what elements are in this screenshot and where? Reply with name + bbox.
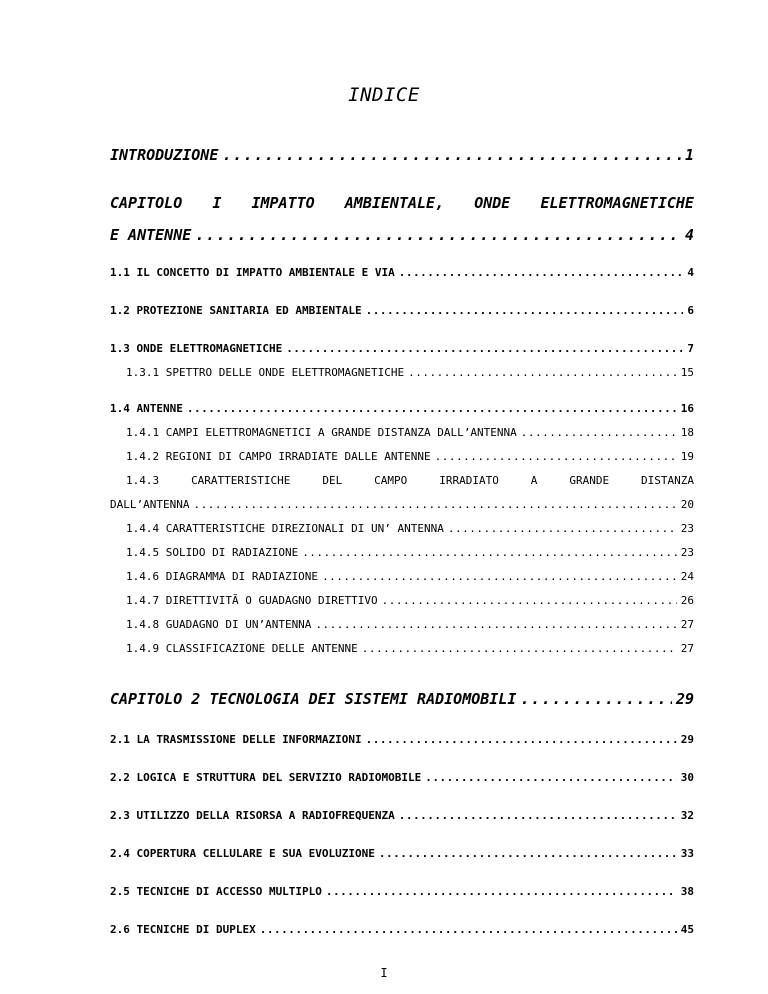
toc-label: 1.4.8 GUADAGNO DI UN’ANTENNA xyxy=(126,618,312,631)
page-title: INDICE xyxy=(348,84,420,106)
toc-label: 2.2 LOGICA E STRUTTURA DEL SERVIZIO RADIOMOBILE xyxy=(110,771,422,784)
toc-word: CARATTERISTICHE xyxy=(191,474,291,487)
toc-page-number: 20 xyxy=(680,498,694,511)
toc-subsection-entry[interactable] xyxy=(126,522,694,535)
toc-label: 1.4.7 DIRETTIVITÃ O GUADAGNO DIRETTIVO xyxy=(126,594,378,607)
toc-page-number: 32 xyxy=(680,809,694,822)
toc-entry-chapter2[interactable] xyxy=(110,690,694,708)
toc-section-entry[interactable] xyxy=(110,402,694,415)
toc-word: AMBIENTALE, xyxy=(344,194,445,212)
toc-page-number: 27 xyxy=(680,618,694,631)
toc-label: 1.2 PROTEZIONE SANITARIA ED AMBIENTALE xyxy=(110,304,362,317)
toc-leader-dots xyxy=(260,923,677,936)
toc-page-number: 29 xyxy=(675,690,694,708)
toc-label: E ANTENNE xyxy=(110,226,192,244)
toc-label: 2.5 TECNICHE DI ACCESSO MULTIPLO xyxy=(110,885,322,898)
toc-label: 2.3 UTILIZZO DELLA RISORSA A RADIOFREQUENZA xyxy=(110,809,395,822)
toc-entry-introduzione[interactable] xyxy=(110,146,694,164)
toc-word: DISTANZA xyxy=(641,474,694,487)
toc-page-number: 4 xyxy=(687,266,694,279)
toc-subsection-entry[interactable] xyxy=(126,618,694,631)
toc-label: 1.4.9 CLASSIFICAZIONE DELLE ANTENNE xyxy=(126,642,358,655)
toc-word: ELETTROMAGNETICHE xyxy=(540,194,694,212)
toc-section-entry[interactable] xyxy=(110,847,694,860)
toc-leader-dots xyxy=(521,426,677,439)
toc-subsection-entry[interactable] xyxy=(126,594,694,607)
toc-word: DEL xyxy=(322,474,343,487)
toc-leader-dots xyxy=(362,642,677,655)
toc-section-entry[interactable] xyxy=(110,304,694,317)
toc-leader-dots xyxy=(315,618,676,631)
toc-word: I xyxy=(212,194,222,212)
toc-subsection-1-4-3-line2[interactable] xyxy=(110,498,694,511)
toc-leader-dots xyxy=(435,450,677,463)
toc-page-number: 27 xyxy=(680,642,694,655)
toc-label: 1.4.2 REGIONI DI CAMPO IRRADIATE DALLE ANTENNE xyxy=(126,450,431,463)
toc-leader-dots xyxy=(408,366,677,379)
toc-page-number: 30 xyxy=(680,771,694,784)
toc-page-number: 23 xyxy=(680,522,694,535)
toc-subsection-1-4-3-line1[interactable] xyxy=(126,474,694,487)
toc-chapter1-heading-line1[interactable] xyxy=(110,194,694,212)
toc-leader-dots xyxy=(366,304,684,317)
toc-word: GRANDE xyxy=(569,474,610,487)
toc-label: 1.3.1 SPETTRO DELLE ONDE ELETTROMAGNETICHE xyxy=(126,366,405,379)
toc-page-number: 23 xyxy=(680,546,694,559)
toc-page-number: 33 xyxy=(680,847,694,860)
toc-section-entry[interactable] xyxy=(110,885,694,898)
toc-leader-dots xyxy=(326,885,677,898)
toc-leader-dots xyxy=(302,546,677,559)
toc-subsection-entry[interactable] xyxy=(126,546,694,559)
toc-section-entry[interactable] xyxy=(110,771,694,784)
toc-page-number: 19 xyxy=(680,450,694,463)
toc-label: 1.4 ANTENNE xyxy=(110,402,183,415)
toc-label: 2.6 TECNICHE DI DUPLEX xyxy=(110,923,256,936)
toc-subsection-entry[interactable] xyxy=(126,450,694,463)
toc-leader-dots xyxy=(286,342,683,355)
toc-chapter1-heading-line2[interactable] xyxy=(110,226,694,244)
toc-page-number: 15 xyxy=(680,366,694,379)
toc-section-entry[interactable] xyxy=(110,809,694,822)
toc-word: CAMPO xyxy=(374,474,408,487)
toc-label: 1.4.1 CAMPI ELETTROMAGNETICI A GRANDE DISTANZA DALL’ANTENNA xyxy=(126,426,517,439)
toc-page-number: 24 xyxy=(680,570,694,583)
toc-label: 2.1 LA TRASMISSIONE DELLE INFORMAZIONI xyxy=(110,733,362,746)
toc-leader-dots xyxy=(425,771,676,784)
toc-word: IMPATTO xyxy=(251,194,315,212)
toc-label: INTRODUZIONE xyxy=(110,146,219,164)
toc-leader-dots xyxy=(399,809,677,822)
toc-word: A xyxy=(530,474,538,487)
toc-leader-dots xyxy=(520,690,672,708)
toc-page-number: 4 xyxy=(684,226,694,244)
toc-page-number: 38 xyxy=(680,885,694,898)
toc-leader-dots xyxy=(448,522,677,535)
toc-label: DALL’ANTENNA xyxy=(110,498,190,511)
toc-page-number: 18 xyxy=(680,426,694,439)
toc-label: CAPITOLO 2 TECNOLOGIA DEI SISTEMI RADIOMOBILI xyxy=(110,690,517,708)
page-number-footer: I xyxy=(380,966,388,980)
toc-label: 1.4.5 SOLIDO DI RADIAZIONE xyxy=(126,546,299,559)
toc-page-number: 29 xyxy=(680,733,694,746)
toc-leader-dots xyxy=(195,226,681,244)
toc-label: 1.3 ONDE ELETTROMAGNETICHE xyxy=(110,342,283,355)
toc-page-number: 16 xyxy=(680,402,694,415)
toc-leader-dots xyxy=(379,847,677,860)
toc-label: 1.4.6 DIAGRAMMA DI RADIAZIONE xyxy=(126,570,319,583)
toc-leader-dots xyxy=(222,146,681,164)
toc-word: IRRADIATO xyxy=(439,474,499,487)
toc-leader-dots xyxy=(193,498,676,511)
toc-page-number: 45 xyxy=(680,923,694,936)
toc-word: ONDE xyxy=(474,194,511,212)
toc-label: 1.4.4 CARATTERISTICHE DIREZIONALI DI UN’ ANTENNA xyxy=(126,522,444,535)
toc-label: 2.4 COPERTURA CELLULARE E SUA EVOLUZIONE xyxy=(110,847,375,860)
toc-section-entry[interactable] xyxy=(110,923,694,936)
toc-leader-dots xyxy=(187,402,677,415)
toc-leader-dots xyxy=(322,570,677,583)
toc-page-number: 6 xyxy=(687,304,694,317)
toc-page-number: 1 xyxy=(684,146,694,164)
toc-subsection-entry[interactable] xyxy=(126,642,694,655)
toc-leader-dots xyxy=(366,733,677,746)
toc-word: CAPITOLO xyxy=(110,194,183,212)
toc-subsection-entry[interactable] xyxy=(126,570,694,583)
toc-word: 1.4.3 xyxy=(126,474,160,487)
toc-leader-dots xyxy=(399,266,684,279)
toc-subsection-entry[interactable] xyxy=(126,366,694,379)
toc-section-entry[interactable] xyxy=(110,342,694,355)
toc-leader-dots xyxy=(382,594,677,607)
toc-page-number: 26 xyxy=(680,594,694,607)
toc-section-entry[interactable] xyxy=(110,266,694,279)
toc-label: 1.1 IL CONCETTO DI IMPATTO AMBIENTALE E VIA xyxy=(110,266,395,279)
toc-page-number: 7 xyxy=(687,342,694,355)
toc-subsection-entry[interactable] xyxy=(126,426,694,439)
toc-section-entry[interactable] xyxy=(110,733,694,746)
